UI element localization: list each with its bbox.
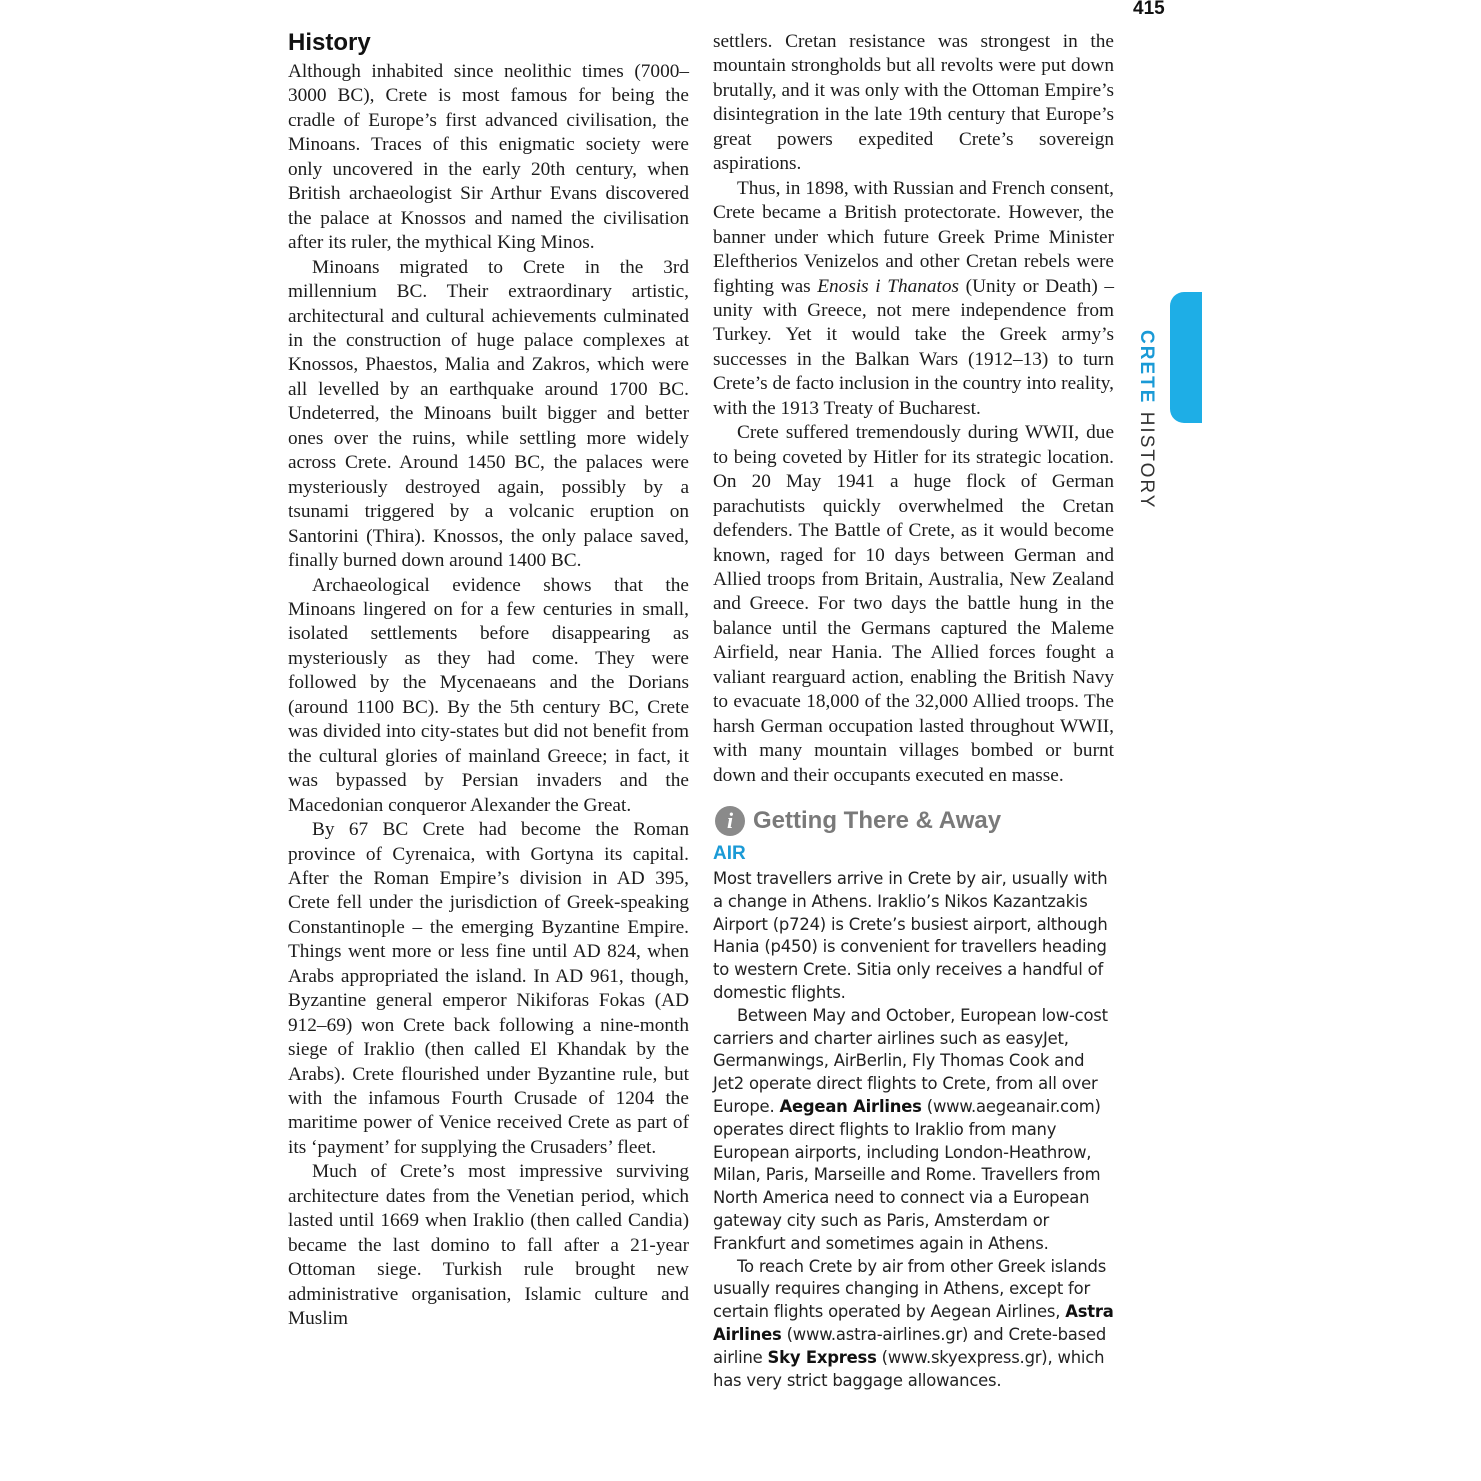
right-column <box>713 30 1114 1392</box>
history-paragraph-4: By 67 BC Crete had become the Roman province of Cyrenaica, with Gortyna its capital. After the Roman Empire’s division in AD 395, Crete fell under the jurisdiction of Greek-speaking Constantinople – the emerging Byzantine Empire. Things went more or less fine until AD 824, when Arabs appropriated the island. In AD 961, though, Byzantine general emperor Nikiforas Fokas (AD 912–69) won Crete back following a nine-month siege of Iraklio (then called El Khandak by the Arabs). Crete flourished under Byzantine rule, but with the infamous Fourth Crusade of 1204 the maritime power of Venice received Crete as part of its ‘payment’ for supplying the Crusaders’ fleet. <box>288 819 689 1158</box>
history-paragraph-1: Although inhabited since neolithic times (7000–3000 BC), Crete is most famous for being the cradle of Europe’s first advanced civilisation, the Minoans. Traces of this enigmatic society were only uncovered in the early 20th century, when British archaeologist Sir Arthur Evans discovered the palace at Knossos and named the civilisation after its ruler, the mythical King Minos. <box>288 61 689 254</box>
chapter-side-label-text <box>1135 330 1157 509</box>
chapter-tab <box>1170 292 1202 423</box>
air-heading: AIR <box>713 843 746 865</box>
air-section <box>713 868 1114 1392</box>
getting-there-heading <box>715 806 1114 836</box>
chapter-side-label <box>1128 330 1158 510</box>
air-paragraph-2 <box>713 1005 1114 1256</box>
history-paragraph-5: Much of Crete’s most impressive surviving architecture dates from the Venetian period, which lasted until 1669 when Iraklio (then called Candia) became the last domino to fall after a 21-year Ottoman siege. Turkish rule brought new administrative organisation, Islamic culture and Muslim <box>288 1161 689 1330</box>
history-paragraph-7 <box>713 177 1114 422</box>
a2-text-start: Between May and October, European low-cost carriers and charter airlines such as easyJet, Germanwings, AirBerlin, Fly Thomas Cook and Jet2 operate direct flights to Crete, from all over Europe. <box>713 1005 1108 1117</box>
a3-text-mid: (www.astra-airlines.gr) and Crete-based airline <box>713 1324 1107 1367</box>
a2-text-end: (www.aegeanair.com) operates direct flights to Iraklio from many European airports, including London-Heathrow, Milan, Paris, Marseille and Rome. Travellers from North America need to connect via a European gateway city such as Paris, Amsterdam or Frankfurt and sometimes again in Athens. <box>713 1097 1101 1253</box>
info-icon: i <box>715 806 745 836</box>
p7-text-end: (Unity or Death) – unity with Greece, not mere independence from Turkey. Yet it would take the Greek army’s successes in the Balkan Wars (1912–13) to turn Crete’s de facto inclusion in the country into reality, with the 1913 Treaty of Bucharest. <box>713 275 1114 419</box>
side-chapter-name: CRETE <box>1136 330 1157 405</box>
history-paragraph-3: Archaeological evidence shows that the Minoans lingered on for a few centuries in small, isolated settlements before disappearing as mysteriously as they had come. They were followed by the Mycenaeans and the Dorians (around 1100 BC). By the 5th century BC, Crete was divided into city-states but did not benefit from the cultural glories of mainland Greece; in fact, it was bypassed by Persian invaders and the Macedonian conqueror Alexander the Great. <box>288 574 689 816</box>
history-paragraph-8: Crete suffered tremendously during WWII, due to being coveted by Hitler for its strategic location. On 20 May 1941 a huge flock of German parachutists quickly overwhelmed the Cretan defenders. The Battle of Crete, as it would become known, raged for 10 days between German and Allied troops from Britain, Australia, New Zealand and Greece. For two days the battle hung in the balance until the Germans captured the Maleme Airfield, near Hania. The Allied forces fought a valiant rearguard action, enabling the British Navy to evacuate 18,000 of the 32,000 Allied troops. The harsh German occupation lasted throughout WWII, with many mountain villages bombed or burnt down and their occupants executed en masse. <box>713 422 1114 786</box>
a3-text-start: To reach Crete by air from other Greek islands usually requires changing in Athens, except for certain flights operated by Aegean Airlines, <box>713 1256 1107 1322</box>
aegean-airlines-name: Aegean Airlines <box>779 1097 922 1117</box>
air-paragraph-3 <box>713 1256 1114 1393</box>
side-section-name: HISTORY <box>1136 411 1157 510</box>
astra-airlines-name: Astra Airlines <box>713 1302 1114 1344</box>
getting-there-title: Getting There & Away <box>753 806 1002 834</box>
sky-express-name: Sky Express <box>767 1347 877 1367</box>
history-heading: History <box>288 29 371 56</box>
a3-text-end: (www.skyexpress.gr), which has very strict baggage allowances. <box>713 1347 1105 1390</box>
air-paragraph-1: Most travellers arrive in Crete by air, usually with a change in Athens. Iraklio’s Nikos Kazantzakis Airport (p724) is Crete’s busiest airport, although Hania (p450) is convenient for travellers heading to western Crete. Sitia only receives a handful of domestic flights. <box>713 869 1108 1003</box>
p7-text-start: Thus, in 1898, with Russian and French consent, Crete became a British protectorate. However, the banner under which future Greek Prime Minister Eleftherios Venizelos and other Cretan rebels were fighting was <box>713 177 1114 297</box>
page-number: 415 <box>1133 0 1165 19</box>
history-paragraph-6: settlers. Cretan resistance was strongest in the mountain strongholds but all revolts were put down brutally, and it was only with the Ottoman Empire’s disintegration in the late 19th century that Europe’s great powers expedited Crete’s sovereign aspirations. <box>713 31 1114 175</box>
left-column <box>288 28 689 1332</box>
enosis-motto: Enosis i Thanatos <box>817 275 960 297</box>
history-paragraph-2: Minoans migrated to Crete in the 3rd millennium BC. Their extraordinary artistic, architectural and cultural achievements culminated in the construction of huge palace complexes at Knossos, Phaestos, Malia and Zakros, which were all levelled by an earthquake around 1700 BC. Undeterred, the Minoans built bigger and better ones over the ruins, while settling more widely across Crete. Around 1450 BC, the palaces were mysteriously destroyed again, possibly by a tsunami triggered by a volcanic eruption on Santorini (Thira). Knossos, the only palace saved, finally burned down around 1400 BC. <box>288 256 689 572</box>
